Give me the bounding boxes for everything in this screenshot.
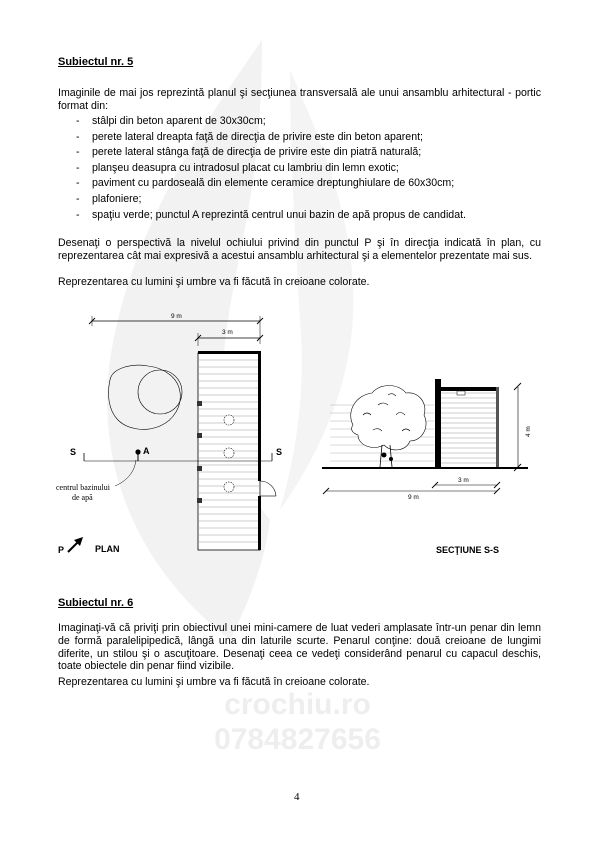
plan-drawing [50,308,290,558]
subject6-heading: Subiectul nr. 6 [58,597,134,609]
list-item: - stâlpi din beton aparent de 30x30cm; [76,114,466,130]
subject5-heading: Subiectul nr. 5 [58,56,134,68]
list-item: - plafoniere; [76,192,466,208]
section-drawing [318,375,533,555]
section-portic [435,379,499,469]
subject5-rendering: Reprezentarea cu lumini şi umbre va fi făcută în creioane colorate. [58,276,370,288]
list-item: - spaţiu verde; punctul A reprezintă centrul unui bazin de apă propus de candidat. [76,208,466,224]
list-item: - perete lateral stânga faţă de direcţia de privire este din piatră naturală; [76,145,466,161]
plan-dim-portic: 3 m [222,329,233,336]
plan-annotation-line2: de apă [72,493,93,502]
list-item: - planşeu deasupra cu intradosul placat cu lambriu din lemn exotic; [76,161,466,177]
list-item: - perete lateral dreapta faţă de direcţia de privire este din beton aparent; [76,130,466,146]
plan-label: PLAN [95,544,120,554]
plan-point-p-label: P [58,545,65,555]
plan-point-a-label: A [143,446,150,456]
point-a-marker [135,449,140,454]
plan-section-mark-right: S [276,447,283,457]
subject5-task: Desenaţi o perspectivă la nivelul ochiului privind din punctul P şi în direcţia indicată în plan, cu reprezentarea cât mai expresivă a acestui ansamblu arhitectural şi a elementelor prezentate mai sus. [58,237,541,262]
plan-section-mark-left: S [70,447,77,457]
subject5-list [76,114,466,223]
view-direction-arrow-icon [68,537,83,552]
section-dim-height: 4 m [525,426,532,437]
plan-annotation-line1: centrul bazinului [56,483,110,492]
section-dim-portic: 3 m [458,477,469,484]
plan-portic-floor [197,351,276,550]
subject5-intro: Imaginile de mai jos reprezintă planul şi secţiunea transversală ale unui ansamblu arhitectural - portic format din: [58,87,541,112]
section-dim-total: 9 m [408,494,419,501]
page-number: 4 [294,791,300,803]
watermark-text-site: crochiu.ro [224,688,371,721]
subject6-text: Imaginaţi-vă că priviţi prin obiectivul unei mini-camere de luat vederi amplasate într-un penar din lemn de formă paralelipipedică, lângă una din laturile scurte. Penarul conţine: două creioane de lungimi diferite, un stilou şi o ascuţitoare. Desenaţi ceea ce vedeţi considerând penarul cu capacul deschis, toate obiectele din penar fiind vizibile. [58,622,541,673]
section-label: SECŢIUNE S-S [436,545,500,555]
section-tree [351,386,426,468]
subject6-rendering: Reprezentarea cu lumini şi umbre va fi făcută în creioane colorate. [58,676,370,688]
list-item: - paviment cu pardoseală din elemente ceramice dreptunghiulare de 60x30cm; [76,176,466,192]
plan-dim-total: 9 m [171,313,182,320]
watermark-text-phone: 0784827656 [214,723,381,756]
plan-tree [109,365,182,429]
